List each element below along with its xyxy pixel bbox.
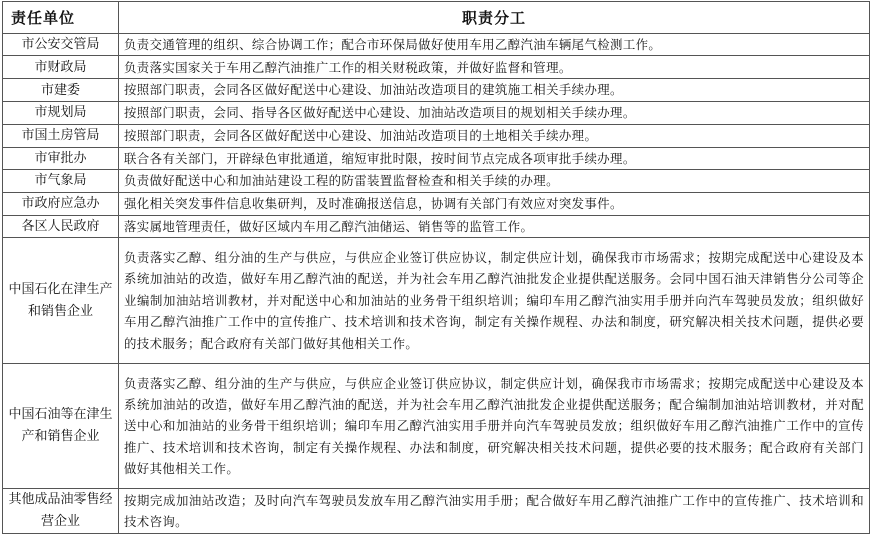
duty-cell: 负责落实乙醇、组分油的生产与供应，与供应企业签订供应协议，制定供应计划，确保我市市场需求；按期完成配送中心建设及本系统加油站的改造，做好车用乙醇汽油的配送，并为社会车用乙醇汽油批发企业提供配送服务；配合编制加油站培训教材，并对配送中心和加油站的业务骨干组织培训；编印车用乙醇汽油实用手册并向汽车驾驶员发放；组织做好车用乙醇汽油推广工作中的宣传推广、技术培训和技术咨询，制定有关操作规程、办法和制度，研究解决相关技术问题，提供必要的技术服务；配合政府有关部门做好其他相关工作。	[119, 364, 870, 489]
table-row	[3, 192, 870, 215]
unit-cell: 中国石化在津生产和销售企业	[3, 238, 119, 364]
table-row	[3, 147, 870, 169]
table-row	[3, 489, 870, 534]
unit-cell: 市财政局	[3, 56, 119, 79]
header-duty: 职责分工	[119, 2, 870, 34]
table-row	[3, 124, 870, 147]
duty-cell: 落实属地管理责任，做好区域内车用乙醇汽油储运、销售等的监管工作。	[119, 215, 870, 237]
unit-cell: 市国土房管局	[3, 124, 119, 147]
duty-cell: 负责做好配送中心和加油站建设工程的防雷装置监督检查和相关手续的办理。	[119, 170, 870, 192]
duty-cell: 强化相关突发事件信息收集研判，及时准确报送信息，协调有关部门有效应对突发事件。	[119, 192, 870, 215]
table-header-row	[3, 2, 870, 34]
table-row	[3, 364, 870, 489]
duty-cell: 负责交通管理的组织、综合协调工作；配合市环保局做好使用车用乙醇汽油车辆尾气检测工作。	[119, 34, 870, 56]
unit-cell: 市政府应急办	[3, 192, 119, 215]
duty-cell: 按照部门职责，会同各区做好配送中心建设、加油站改造项目的建筑施工相关手续办理。	[119, 79, 870, 101]
duty-cell: 按照部门职责，会同、指导各区做好配送中心建设、加油站改造项目的规划相关手续办理。	[119, 101, 870, 124]
table-row	[3, 215, 870, 237]
duty-cell: 联合各有关部门，开辟绿色审批通道，缩短审批时限，按时间节点完成各项审批手续办理。	[119, 147, 870, 169]
duty-cell: 负责落实国家关于车用乙醇汽油推广工作的相关财税政策，并做好监督和管理。	[119, 56, 870, 79]
table-row	[3, 238, 870, 364]
table-row	[3, 101, 870, 124]
unit-cell: 市建委	[3, 79, 119, 101]
unit-cell: 市审批办	[3, 147, 119, 169]
unit-cell: 市规划局	[3, 101, 119, 124]
header-unit: 责任单位	[3, 2, 119, 34]
table-row	[3, 170, 870, 192]
unit-cell: 市公安交管局	[3, 34, 119, 56]
duty-cell: 负责落实乙醇、组分油的生产与供应，与供应企业签订供应协议，制定供应计划，确保我市市场需求；按期完成配送中心建设及本系统加油站的改造，做好车用乙醇汽油的配送，并为社会车用乙醇汽油批发企业提供配送服务。会同中国石油天津销售分公司等企业编制加油站培训教材，并对配送中心和加油站的业务骨干组织培训；编印车用乙醇汽油实用手册并向汽车驾驶员发放；组织做好车用乙醇汽油推广工作中的宣传推广、技术培训和技术咨询，制定有关操作规程、办法和制度，研究解决相关技术问题，提供必要的技术服务；配合政府有关部门做好其他相关工作。	[119, 238, 870, 364]
unit-cell: 市气象局	[3, 170, 119, 192]
unit-cell: 中国石油等在津生产和销售企业	[3, 364, 119, 489]
duty-cell: 按照部门职责，会同各区做好配送中心建设、加油站改造项目的土地相关手续办理。	[119, 124, 870, 147]
responsibility-table	[2, 1, 870, 534]
duty-cell: 按期完成加油站改造；及时向汽车驾驶员发放车用乙醇汽油实用手册；配合做好车用乙醇汽油推广工作中的宣传推广、技术培训和技术咨询。	[119, 489, 870, 534]
unit-cell: 其他成品油零售经营企业	[3, 489, 119, 534]
table-row	[3, 56, 870, 79]
table-row	[3, 34, 870, 56]
table-row	[3, 79, 870, 101]
unit-cell: 各区人民政府	[3, 215, 119, 237]
